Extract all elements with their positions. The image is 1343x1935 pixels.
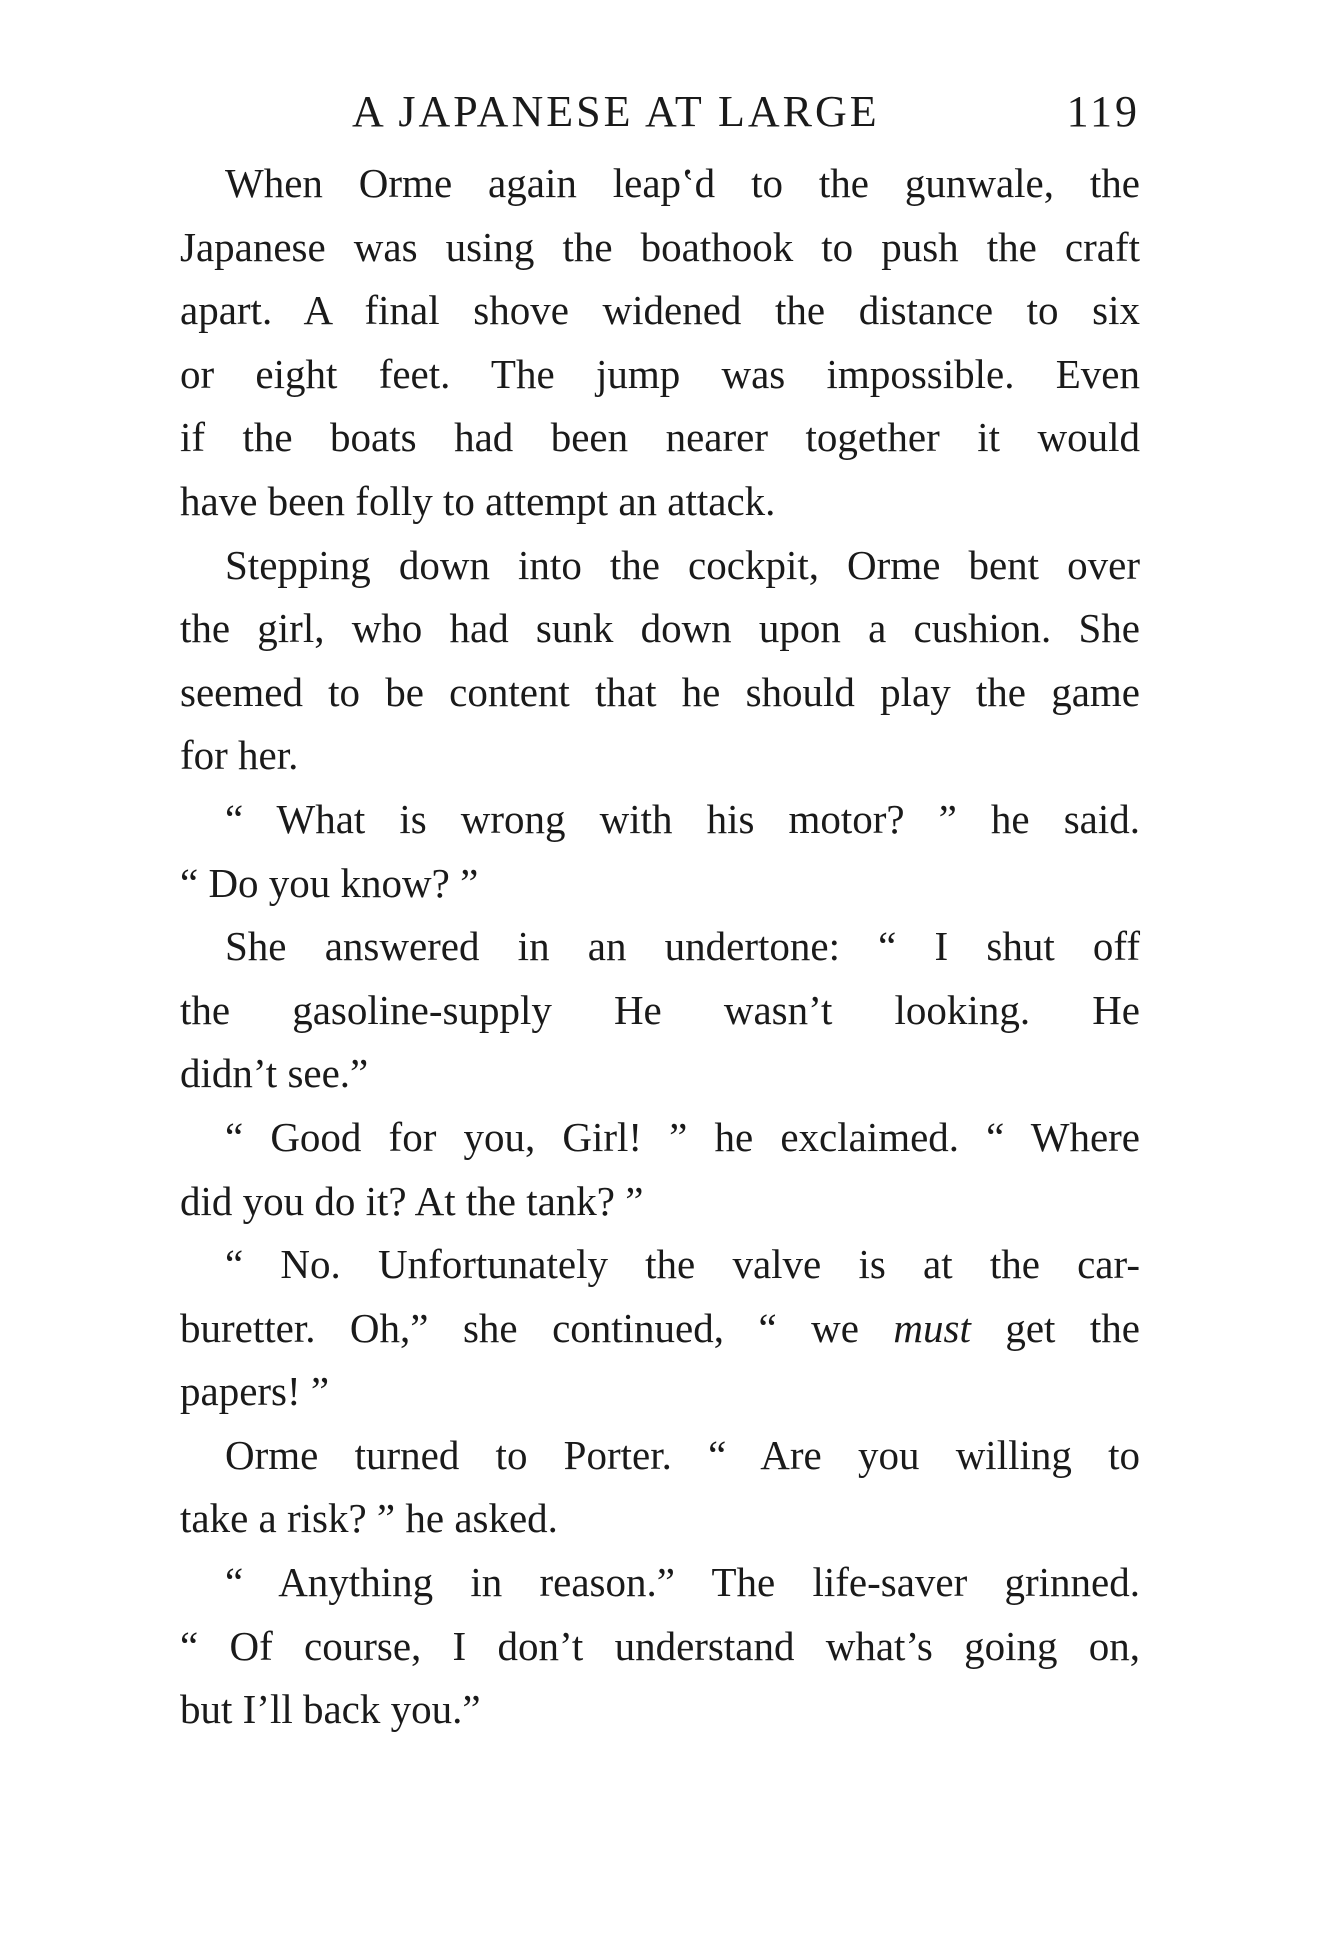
text-line: When Orme again leapʽd to the gunwale, the	[225, 160, 1140, 206]
text-line: papers! ”	[180, 1368, 330, 1415]
page-number: 119	[1066, 87, 1140, 136]
text-line: if the boats had been nearer together it would	[180, 414, 1140, 461]
text-line: “ What is wrong with his motor? ” he said.	[225, 795, 1140, 842]
text-line: but I’ll back you.”	[180, 1686, 481, 1733]
text-line: Orme turned to Porter. “ Are you willing to	[225, 1431, 1140, 1478]
body-text	[180, 152, 1140, 1742]
text-line: Stepping down into the cockpit, Orme bent over	[225, 541, 1140, 588]
text-line: apart. A final shove widened the distance to six	[180, 287, 1140, 334]
text-line: buretter. Oh,” she continued, “ we must get the	[180, 1304, 1140, 1351]
text-line: “ Good for you, Girl! ” he exclaimed. “ Where	[225, 1113, 1140, 1160]
text-line: “ Of course, I don’t understand what’s going on,	[180, 1622, 1140, 1669]
text-line: didn’t see.”	[180, 1050, 369, 1097]
page-header	[180, 82, 1140, 142]
text-line: She answered in an undertone: “ I shut off	[225, 923, 1140, 970]
text-line: the girl, who had sunk down upon a cushion. She	[180, 605, 1140, 652]
running-title: A JAPANESE AT LARGE	[352, 87, 880, 136]
emphasis: must	[893, 1304, 971, 1351]
text-line: “ Do you know? ”	[180, 859, 479, 906]
text-line: take a risk? ” he asked.	[180, 1495, 558, 1542]
text-line: did you do it? At the tank? ”	[180, 1177, 644, 1224]
text-line: seemed to be content that he should play the game	[180, 668, 1140, 715]
text-line: the gasoline-supply He wasn’t looking. He	[180, 986, 1140, 1033]
text-line: “ No. Unfortunately the valve is at the car-	[225, 1241, 1140, 1288]
text-line: have been folly to attempt an attack.	[180, 477, 776, 524]
text-line: “ Anything in reason.” The life-saver grinned.	[225, 1559, 1140, 1606]
text-line: for her.	[180, 732, 299, 779]
text-line: Japanese was using the boathook to push the craft	[180, 223, 1140, 270]
text-line: or eight feet. The jump was impossible. Even	[180, 350, 1140, 397]
